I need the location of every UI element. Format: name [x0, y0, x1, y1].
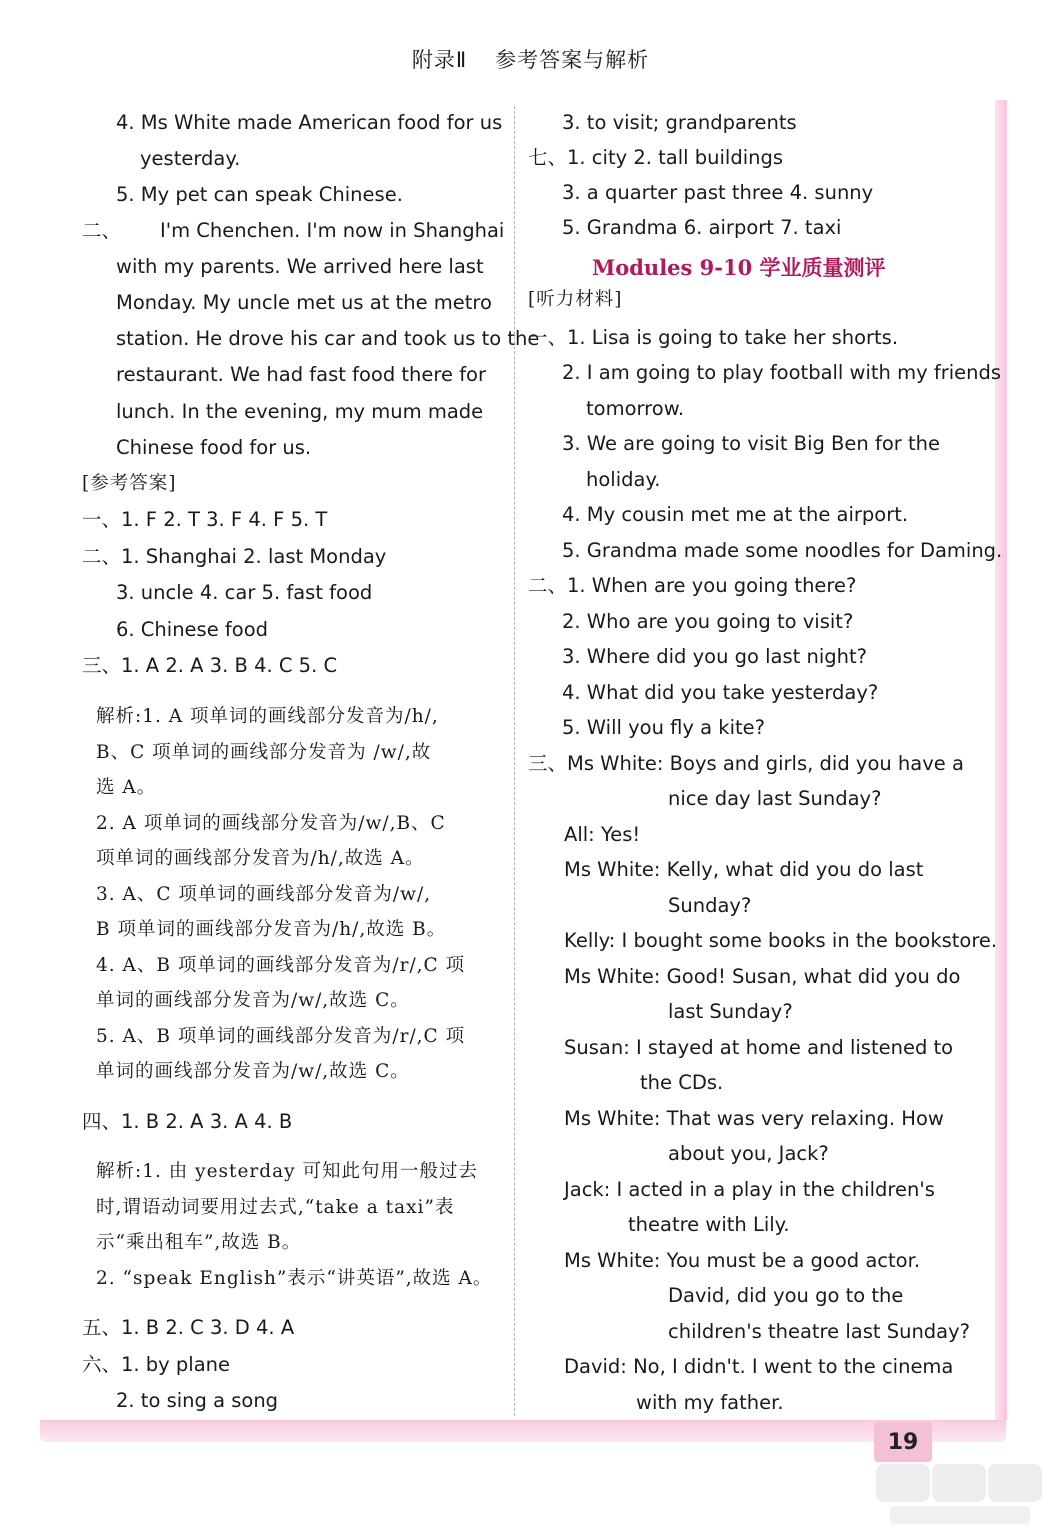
- question-line: 3. Where did you go last night?: [562, 645, 868, 668]
- section-label: 二、: [82, 219, 122, 242]
- decorative-side-strip: [995, 100, 1007, 1420]
- answer-line: 六、1. by plane: [82, 1353, 231, 1376]
- question-line: 4. What did you take yesterday?: [562, 681, 879, 704]
- passage-line: Chinese food for us.: [116, 436, 312, 459]
- answer-line: 3. to visit; grandparents: [562, 111, 797, 134]
- script-line: 2. I am going to play football with my friends: [562, 361, 1002, 384]
- answer-line: 6. Chinese food: [116, 618, 269, 641]
- answer-line: 3. a quarter past three 4. sunny: [562, 181, 874, 204]
- watermark-logo: [870, 1458, 1050, 1528]
- script-line: 4. My cousin met me at the airport.: [562, 503, 909, 526]
- question-line: 2. Who are you going to visit?: [562, 610, 854, 633]
- question-line: 5. Will you fly a kite?: [562, 716, 766, 739]
- page-header: [0, 44, 1061, 74]
- explanation-line: 单词的画线部分发音为/w/,故选 C。: [96, 990, 410, 1011]
- script-line: tomorrow.: [586, 397, 685, 420]
- passage-line: with my parents. We arrived here last: [116, 255, 484, 278]
- dialogue-line: theatre with Lily.: [628, 1213, 790, 1236]
- column-divider: [514, 106, 515, 1416]
- dialogue-line: the CDs.: [640, 1071, 724, 1094]
- answer-line: 一、1. F 2. T 3. F 4. F 5. T: [82, 508, 328, 531]
- answer-line: 3. uncle 4. car 5. fast food: [116, 581, 373, 604]
- dialogue-line: Ms White: Good! Susan, what did you do: [564, 965, 961, 988]
- explanation-line: 时,谓语动词要用过去式,“take a taxi”表: [96, 1197, 455, 1218]
- page-number: 19: [874, 1422, 932, 1462]
- dialogue-line: children's theatre last Sunday?: [668, 1320, 971, 1343]
- answer-line: 2. to sing a song: [116, 1389, 279, 1412]
- explanation-line: 项单词的画线部分发音为/h/,故选 A。: [96, 848, 425, 869]
- answer-line: 七、1. city 2. tall buildings: [528, 146, 784, 169]
- listening-heading: [听力材料]: [528, 289, 623, 310]
- dialogue-line: 三、Ms White: Boys and girls, did you have a: [528, 752, 964, 775]
- script-line: 5. Grandma made some noodles for Daming.: [562, 539, 1003, 562]
- explanation-line: 2. “speak English”表示“讲英语”,故选 A。: [96, 1268, 493, 1289]
- text-line: 4. Ms White made American food for us: [116, 111, 503, 134]
- section-title: 参考答案与解析: [495, 48, 650, 72]
- dialogue-line: David, did you go to the: [668, 1284, 904, 1307]
- explanation-line: 选 A。: [96, 777, 157, 798]
- explanation-line: 解析:1. 由 yesterday 可知此句用一般过去: [96, 1161, 478, 1182]
- explanation-line: B、C 项单词的画线部分发音为 /w/,故: [96, 742, 432, 763]
- explanation-line: 解析:1. A 项单词的画线部分发音为/h/,: [96, 706, 439, 727]
- passage-line: lunch. In the evening, my mum made: [116, 400, 484, 423]
- dialogue-line: last Sunday?: [668, 1000, 793, 1023]
- appendix-label: 附录Ⅱ: [411, 48, 468, 72]
- passage-line: I'm Chenchen. I'm now in Shanghai: [160, 219, 505, 242]
- passage-line: station. He drove his car and took us to the: [116, 327, 540, 350]
- text-line: 5. My pet can speak Chinese.: [116, 183, 403, 206]
- script-line: 3. We are going to visit Big Ben for the: [562, 432, 941, 455]
- dialogue-line: Ms White: You must be a good actor.: [564, 1249, 921, 1272]
- footer-bar: [40, 1420, 1006, 1442]
- dialogue-line: Ms White: That was very relaxing. How: [564, 1107, 944, 1130]
- dialogue-line: David: No, I didn't. I went to the cinema: [564, 1355, 954, 1378]
- explanation-line: B 项单词的画线部分发音为/h/,故选 B。: [96, 919, 447, 940]
- script-line: holiday.: [586, 468, 661, 491]
- answer-line: 四、1. B 2. A 3. A 4. B: [82, 1110, 293, 1133]
- dialogue-line: All: Yes!: [564, 823, 641, 846]
- dialogue-line: Sunday?: [668, 894, 752, 917]
- text-line: yesterday.: [140, 147, 241, 170]
- dialogue-line: Jack: I acted in a play in the children's: [564, 1178, 935, 1201]
- dialogue-line: Susan: I stayed at home and listened to: [564, 1036, 954, 1059]
- explanation-line: 示“乘出租车”,故选 B。: [96, 1232, 302, 1253]
- dialogue-line: Ms White: Kelly, what did you do last: [564, 858, 924, 881]
- dialogue-line: nice day last Sunday?: [668, 787, 882, 810]
- dialogue-line: about you, Jack?: [668, 1142, 829, 1165]
- dialogue-line: with my father.: [636, 1391, 784, 1414]
- passage-line: Monday. My uncle met us at the metro: [116, 291, 492, 314]
- question-line: 二、1. When are you going there?: [528, 574, 857, 597]
- explanation-line: 2. A 项单词的画线部分发音为/w/,B、C: [96, 813, 446, 834]
- answer-line: 二、1. Shanghai 2. last Monday: [82, 545, 387, 568]
- answer-line: 五、1. B 2. C 3. D 4. A: [82, 1316, 295, 1339]
- section-title-modules: Modules 9-10 学业质量测评: [592, 255, 886, 280]
- explanation-line: 4. A、B 项单词的画线部分发音为/r/,C 项: [96, 955, 466, 976]
- answer-line: 三、1. A 2. A 3. B 4. C 5. C: [82, 654, 338, 677]
- explanation-line: 5. A、B 项单词的画线部分发音为/r/,C 项: [96, 1026, 466, 1047]
- script-line: 一、1. Lisa is going to take her shorts.: [528, 326, 899, 349]
- passage-line: restaurant. We had fast food there for: [116, 363, 487, 386]
- answers-heading: [参考答案]: [82, 473, 177, 494]
- explanation-line: 单词的画线部分发音为/w/,故选 C。: [96, 1061, 410, 1082]
- explanation-line: 3. A、C 项单词的画线部分发音为/w/,: [96, 884, 432, 905]
- dialogue-line: Kelly: I bought some books in the bookstore.: [564, 929, 998, 952]
- answer-line: 5. Grandma 6. airport 7. taxi: [562, 216, 842, 239]
